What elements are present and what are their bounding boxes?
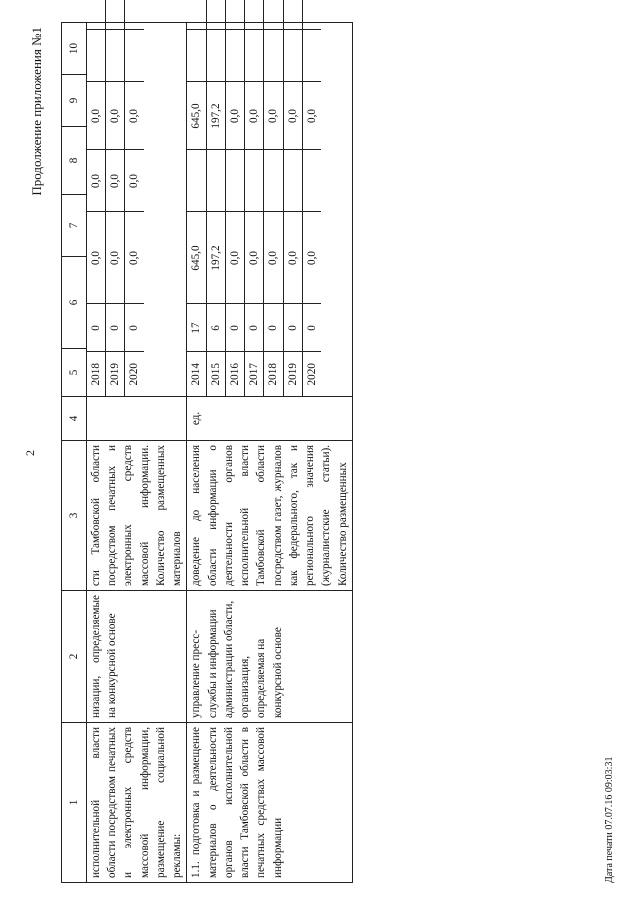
column-number: 9: [62, 75, 87, 127]
value-cell-c5: 0: [302, 304, 321, 352]
empty-cell: [264, 0, 283, 30]
value-cell-c7: [302, 150, 321, 212]
column-number: 3: [62, 441, 87, 591]
value-cell-c5: 0: [106, 304, 125, 352]
value-cell-c8: 645,0: [187, 82, 206, 150]
value-cell-c6: 197,2: [206, 212, 225, 304]
empty-cell: [187, 0, 206, 30]
empty-cell: [106, 30, 125, 82]
value-cell-c5: 0: [225, 304, 244, 352]
unit-cell: ед.: [187, 397, 352, 441]
column-number-row: [62, 23, 87, 883]
program-table: [61, 22, 353, 883]
value-cell-c7: 0,0: [125, 150, 144, 212]
value-cell-c6: 0,0: [87, 212, 106, 304]
empty-cell: [206, 30, 225, 82]
executor-cell: управление пресс-службы и информации администрации области, организация, определяемая на конкурсной основе: [187, 591, 352, 723]
value-cell-c5: 0: [87, 304, 106, 352]
column-number: 2: [62, 591, 87, 723]
empty-cell: [225, 30, 244, 82]
empty-cell: [302, 30, 321, 82]
value-cell-c5: 6: [206, 304, 225, 352]
year-cell: 2014: [187, 352, 206, 396]
rotated-sheet: [19, 23, 621, 883]
year-row: [106, 0, 125, 396]
year-row: [225, 0, 244, 396]
value-cell-c6: 645,0: [187, 212, 206, 304]
year-cell: 2020: [125, 352, 144, 396]
year-values-cell: [87, 23, 187, 397]
year-cell: 2020: [302, 352, 321, 396]
column-number: 10: [62, 23, 87, 75]
value-cell-c6: 0,0: [245, 212, 264, 304]
year-cell: 2015: [206, 352, 225, 396]
empty-cell: [187, 30, 206, 82]
value-cell-c5: 17: [187, 304, 206, 352]
year-row: [283, 0, 302, 396]
table-row: [87, 23, 187, 883]
empty-cell: [87, 0, 106, 30]
column-number: 8: [62, 127, 87, 195]
year-cell: 2018: [264, 352, 283, 396]
year-values-cell: [187, 23, 352, 397]
value-cell-c8: 0,0: [125, 82, 144, 150]
year-row: [125, 0, 144, 396]
value-cell-c8: 0,0: [302, 82, 321, 150]
empty-cell: [206, 0, 225, 30]
print-date: Дата печати 07.07.16 09:03:31: [604, 756, 615, 883]
value-cell-c8: 197,2: [206, 82, 225, 150]
year-row: [187, 0, 206, 396]
year-cell: 2019: [283, 352, 302, 396]
year-cell: 2016: [225, 352, 244, 396]
year-row: [264, 0, 283, 396]
year-row: [206, 0, 225, 396]
value-cell-c7: 0,0: [106, 150, 125, 212]
column-number: 7: [62, 195, 87, 257]
value-cell-c8: 0,0: [283, 82, 302, 150]
empty-cell: [87, 30, 106, 82]
value-cell-c6: 0,0: [264, 212, 283, 304]
value-cell-c7: 0,0: [87, 150, 106, 212]
table-row: [187, 23, 352, 883]
empty-cell: [225, 0, 244, 30]
value-cell-c6: 0,0: [225, 212, 244, 304]
year-row: [302, 0, 321, 396]
value-cell-c8: 0,0: [225, 82, 244, 150]
value-cell-c6: 0,0: [302, 212, 321, 304]
year-row: [87, 0, 106, 396]
value-cell-c7: [283, 150, 302, 212]
value-cell-c6: 0,0: [125, 212, 144, 304]
value-cell-c7: [264, 150, 283, 212]
empty-cell: [245, 30, 264, 82]
value-cell-c8: 0,0: [264, 82, 283, 150]
continuation-title: Продолжение приложения №1: [29, 27, 44, 196]
empty-cell: [302, 0, 321, 30]
result-cell: доведение до населения области информации о деятельности органов исполнительной власти Тамбовской области посредством газет, журналов как федерального, так и регионального значения (журналистские статьи). Количество размещенных: [187, 441, 352, 591]
value-cell-c8: 0,0: [87, 82, 106, 150]
value-cell-c7: [225, 150, 244, 212]
empty-cell: [245, 0, 264, 30]
value-cell-c8: 0,0: [245, 82, 264, 150]
sheet-header: [19, 23, 59, 883]
column-number: 1: [62, 723, 87, 883]
page-number: 2: [23, 450, 37, 456]
unit-cell: [87, 397, 187, 441]
value-cell-c7: [245, 150, 264, 212]
column-number: 6: [62, 257, 87, 349]
value-cell-c8: 0,0: [106, 82, 125, 150]
value-cell-c5: 0: [283, 304, 302, 352]
result-cell: сти Тамбовской области посредством печатных и электронных средств массовой информации. Количество размещенных материалов: [87, 441, 187, 591]
empty-cell: [283, 0, 302, 30]
empty-cell: [106, 0, 125, 30]
value-cell-c7: [187, 150, 206, 212]
column-number: 5: [62, 349, 87, 397]
value-cell-c5: 0: [245, 304, 264, 352]
year-cell: 2018: [87, 352, 106, 396]
value-cell-c7: [206, 150, 225, 212]
activity-cell: исполнительной власти области посредством печатных и электронных средств массовой информации, размещение социальной рекламы:: [87, 723, 187, 883]
value-cell-c5: 0: [125, 304, 144, 352]
year-row: [245, 0, 264, 396]
column-number: 4: [62, 397, 87, 441]
value-cell-c6: 0,0: [283, 212, 302, 304]
empty-cell: [264, 30, 283, 82]
empty-cell: [125, 30, 144, 82]
activity-cell: 1.1. подготовка и размещение материалов о деятельности органов исполнительной власти Тамбовской области в печатных средствах массовой информации: [187, 723, 352, 883]
year-cell: 2017: [245, 352, 264, 396]
empty-cell: [125, 0, 144, 30]
empty-cell: [283, 30, 302, 82]
value-cell-c5: 0: [264, 304, 283, 352]
year-cell: 2019: [106, 352, 125, 396]
value-cell-c6: 0,0: [106, 212, 125, 304]
executor-cell: низации, определяемые на конкурсной основе: [87, 591, 187, 723]
